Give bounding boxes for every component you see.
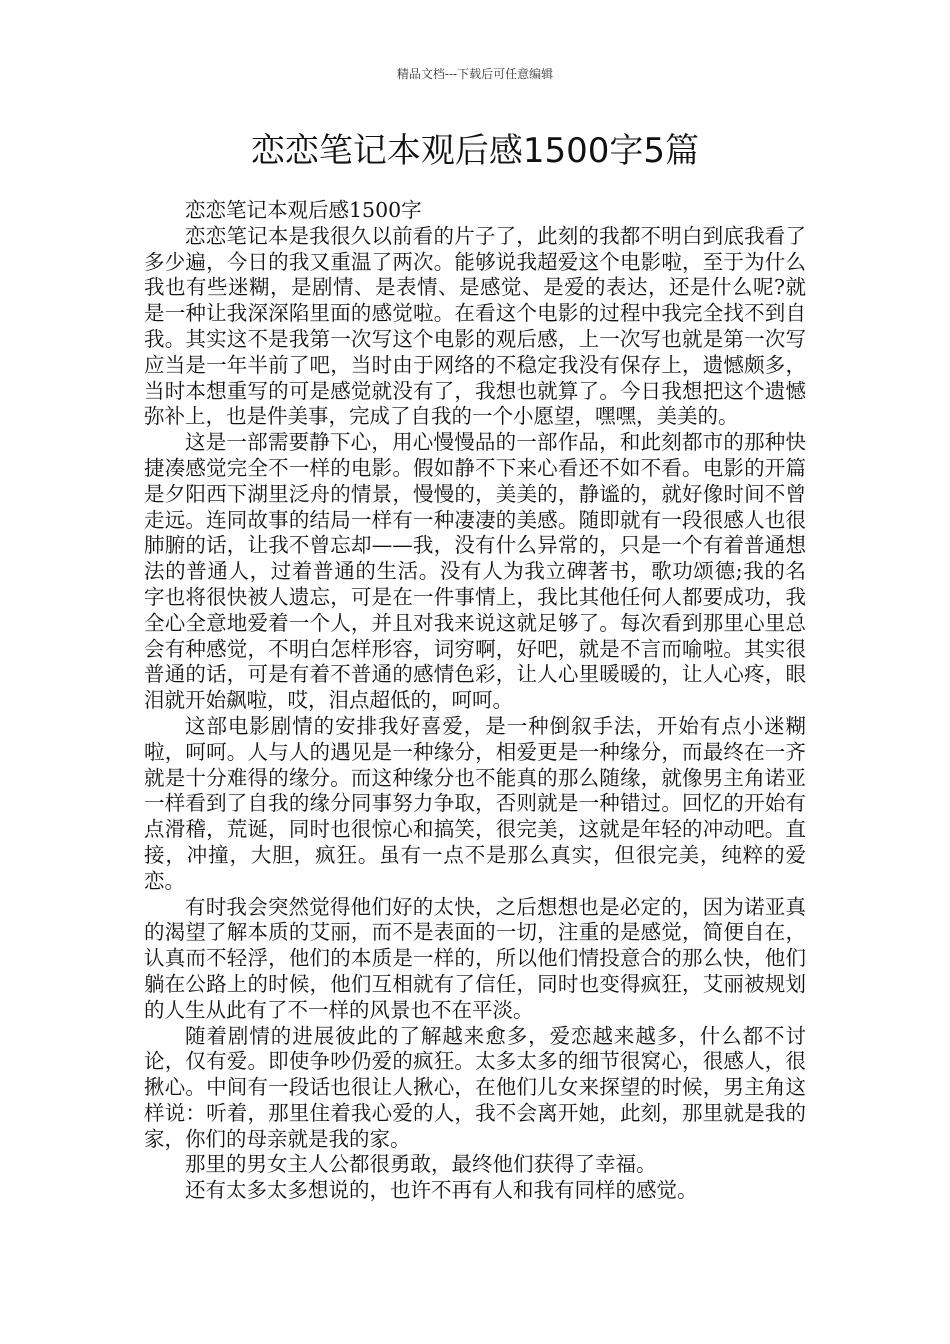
body-paragraph: 这部电影剧情的安排我好喜爱，是一种倒叙手法，开始有点小迷糊啦，呵呵。人与人的遇见是一种缘分，相爱更是一种缘分，而最终在一齐就是十分难得的缘分。而这种缘分也不能真的那么随缘，就像男主角诺亚一样看到了自我的缘分同事努力争取，否则就是一种错过。回忆的开始有点滑稽，荒诞，同时也很惊心和搞笑，很完美，这就是年轻的冲动吧。直接，冲撞，大胆，疯狂。虽有一点不是那么真实，但很完美，纯粹的爱恋。: [144, 713, 806, 893]
body-paragraph: 还有太多太多想说的，也许不再有人和我有同样的感觉。: [185, 1178, 698, 1203]
body-paragraph: 恋恋笔记本是我很久以前看的片子了，此刻的我都不明白到底我看了多少遍，今日的我又重温了两次。能够说我超爱这个电影啦，至于为什么我也有些迷糊，是剧情、是表情、是感觉、是爱的表达，还是什么呢?就是一种让我深深陷里面的感觉啦。在看这个电影的过程中我完全找不到自我。其实这不是我第一次写这个电影的观后感，上一次写也就是第一次写应当是一年半前了吧，当时由于网络的不稳定我没有保存上，遗憾颇多，当时本想重写的可是感觉就没有了，我想也就算了。今日我想把这个遗憾弥补上，也是件美事，完成了自我的一个小愿望，嘿嘿，美美的。: [144, 223, 806, 429]
body-paragraph: 这是一部需要静下心，用心慢慢品的一部作品，和此刻都市的那种快捷凑感觉完全不一样的电影。假如静不下来心看还不如不看。电影的开篇是夕阳西下湖里泛舟的情景，慢慢的，美美的，静谧的，就好像时间不曾走远。连同故事的结局一样有一种凄凄的美感。随即就有一段很感人也很肺腑的话，让我不曾忘却——我，没有什么异常的，只是一个有着普通想法的普通人，过着普通的生活。没有人为我立碑著书，歌功颂德;我的名字也将很快被人遗忘，可是在一件事情上，我比其他任何人都要成功，我全心全意地爱着一个人，并且对我来说这就足够了。每次看到那里心里总会有种感觉，不明白怎样形容，词穷啊，好吧，就是不言而喻啦。其实很普通的话，可是有着不普通的感情色彩，让人心里暖暖的，让人心疼，眼泪就开始飙啦，哎，泪点超低的，呵呵。: [144, 430, 806, 713]
subtitle-paragraph: 恋恋笔记本观后感1500字: [185, 198, 422, 222]
body-paragraph: 随着剧情的进展彼此的了解越来愈多，爱恋越来越多，什么都不讨论，仅有爱。即使争吵仍爱的疯狂。太多太多的细节很窝心，很感人，很揪心。中间有一段话也很让人揪心，在他们儿女来探望的时候，男主角这样说：听着，那里住着我心爱的人，我不会离开她，此刻，那里就是我的家，你们的母亲就是我的家。: [144, 1023, 806, 1151]
header-note: 精品文档---下载后可任意编辑: [396, 67, 554, 81]
document-body: [144, 198, 806, 1204]
body-paragraph: 那里的男女主人公都很勇敢，最终他们获得了幸福。: [185, 1152, 657, 1177]
document-title: 恋恋笔记本观后感1500字5篇: [250, 131, 700, 171]
body-paragraph: 有时我会突然觉得他们好的太快，之后想想也是必定的，因为诺亚真的渴望了解本质的艾丽，而不是表面的一切，注重的是感觉，简便自在，认真而不轻浮，他们的本质是一样的，所以他们情投意合的那么快，他们躺在公路上的时候，他们互相就有了信任，同时也变得疯狂，艾丽被规划的人生从此有了不一样的风景也不在平淡。: [144, 894, 806, 1022]
